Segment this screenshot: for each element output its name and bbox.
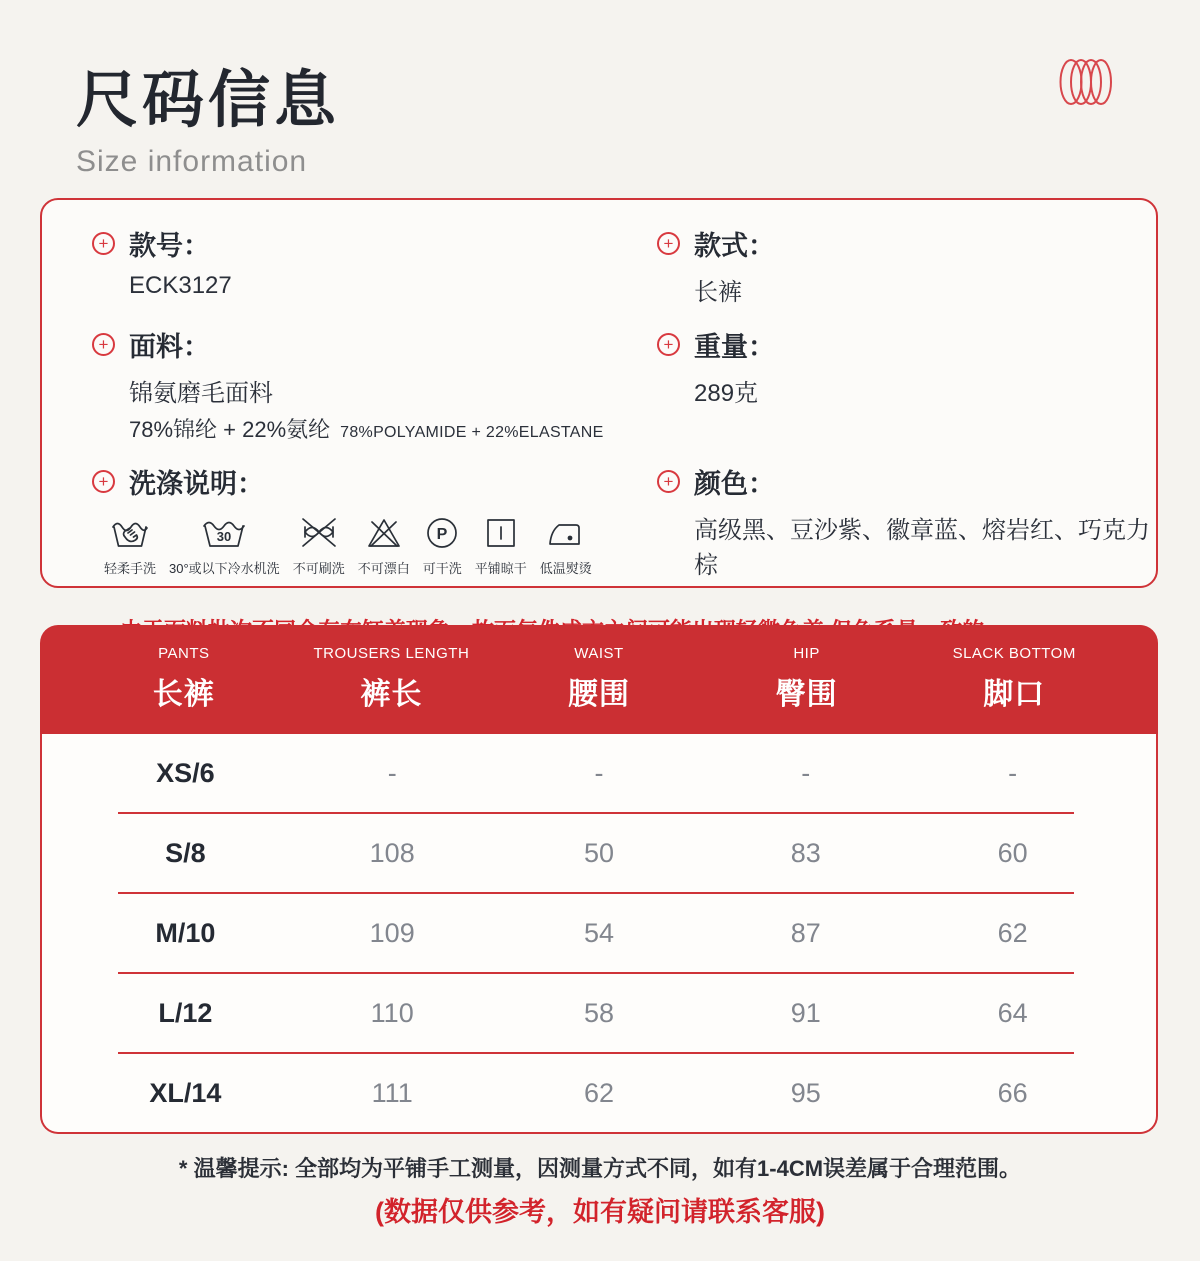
size-label: XL/14: [149, 1077, 222, 1108]
page-header: [76, 50, 340, 179]
style-number-field: [92, 224, 657, 307]
weight-field: [657, 325, 1156, 444]
table-row: M/10 109 54 87 62: [42, 894, 1156, 972]
header-waist: WAIST 腰围: [567, 645, 630, 711]
product-info-panel: [40, 198, 1158, 588]
plus-bullet-icon: +: [657, 232, 680, 255]
hand-wash-icon: 轻柔手洗: [104, 515, 156, 577]
dry-flat-icon: 平铺晾干: [475, 515, 527, 577]
color-field: [657, 462, 1156, 580]
garment-type-field: [657, 224, 1156, 307]
header-pants: PANTS 长裤: [152, 645, 215, 711]
size-label: XS/6: [156, 757, 215, 788]
fabric-composition-cn: 78%锦纶 + 22%氨纶: [129, 417, 331, 442]
fabric-label: 面料：: [129, 332, 210, 362]
size-table-header: [40, 625, 1158, 734]
weight-label: 重量：: [694, 332, 775, 362]
color-label: 颜色：: [694, 469, 775, 499]
style-number-value: ECK3127: [129, 272, 232, 299]
plus-bullet-icon: +: [92, 333, 115, 356]
svg-text:P: P: [436, 526, 448, 543]
plus-bullet-icon: +: [92, 470, 115, 493]
fabric-value: 锦氨磨毛面料: [129, 380, 273, 407]
no-bleach-icon: 不可漂白: [358, 515, 410, 577]
coil-spring-logo-icon: [1058, 55, 1120, 109]
style-number-label: 款号：: [129, 231, 210, 261]
size-table: [40, 625, 1158, 1134]
page-subtitle: Size information: [76, 145, 308, 178]
table-row: XS/6 - - - -: [42, 734, 1156, 812]
header-slack-bottom: SLACK BOTTOM 脚口: [952, 645, 1076, 711]
svg-text:30: 30: [217, 529, 232, 544]
machine-wash-30-icon: 30 30°或以下冷水机洗: [169, 515, 280, 577]
garment-type-value: 长裤: [694, 279, 742, 306]
low-iron-icon: 低温熨烫: [540, 515, 592, 577]
size-label: M/10: [155, 917, 216, 948]
reference-note: (数据仅供参考，如有疑问请联系客服): [375, 1197, 825, 1227]
wash-instructions-field: [92, 462, 657, 580]
table-row: S/8 108 50 83 60: [42, 814, 1156, 892]
fabric-composition-en: 78%POLYAMIDE + 22%ELASTANE: [340, 424, 604, 441]
header-trousers-length: TROUSERS LENGTH 裤长: [313, 645, 470, 711]
dry-clean-icon: P 可干洗: [423, 515, 462, 577]
wash-icons-row: [104, 515, 657, 577]
page-title: 尺码信息: [76, 66, 341, 135]
fabric-field: [92, 325, 657, 444]
plus-bullet-icon: +: [657, 333, 680, 356]
measurement-tip: * 温馨提示: 全部均为平铺手工测量，因测量方式不同，如有1-4CM误差属于合理范围。: [178, 1156, 1022, 1181]
plus-bullet-icon: +: [657, 470, 680, 493]
plus-bullet-icon: +: [92, 232, 115, 255]
size-label: L/12: [158, 997, 213, 1028]
garment-type-label: 款式：: [694, 231, 775, 261]
weight-value: 289克: [694, 380, 759, 407]
table-row: L/12 110 58 91 64: [42, 974, 1156, 1052]
table-row: XL/14 111 62 95 66: [42, 1054, 1156, 1132]
size-label: S/8: [165, 837, 206, 868]
size-table-body: [40, 734, 1158, 1134]
no-scrub-icon: 不可刷洗: [293, 515, 345, 577]
color-value: 高级黑、豆沙紫、徽章蓝、熔岩红、巧克力棕: [694, 517, 1150, 579]
wash-instructions-label: 洗涤说明：: [129, 469, 264, 499]
header-hip: HIP 臀围: [775, 645, 838, 711]
